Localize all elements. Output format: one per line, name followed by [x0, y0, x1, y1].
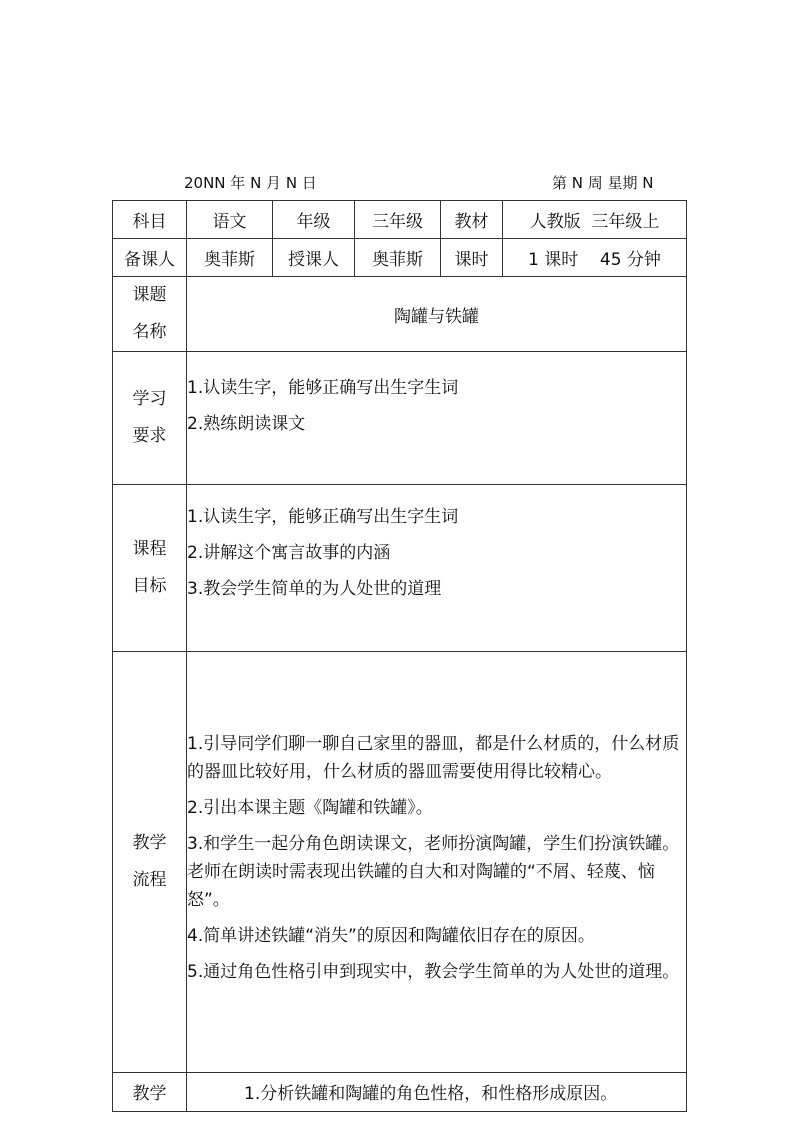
lesson-name-label-line-1: 课题: [132, 285, 167, 305]
teacher-label: 授课人: [273, 239, 355, 277]
goals-label-line-2: 目标: [132, 576, 167, 596]
lesson-name-label-line-2: 名称: [132, 322, 167, 342]
hours-label: 课时: [441, 239, 503, 277]
analysis-label: [113, 1073, 187, 1112]
analysis-content: [187, 1073, 687, 1112]
lesson-date: 20NN 年 N 月 N 日: [184, 174, 317, 192]
analysis-label-line-1: 教学: [132, 1084, 167, 1104]
teacher-value: 奥菲斯: [355, 239, 441, 277]
info-row-1: [113, 201, 687, 239]
flow-label-line-1: 教学: [132, 833, 167, 853]
lesson-plan-table: [112, 200, 687, 1112]
goal-item: 1.认读生字，能够正确写出生字生词: [187, 507, 459, 527]
flow-item: 2.引出本课主题《陶罐和铁罐》。: [187, 798, 433, 818]
preparer-label: 备课人: [113, 239, 187, 277]
flow-item: 1.引导同学们聊一聊自己家里的器皿，都是什么材质的，什么材质的器皿比较好用，什么材质的器皿需要使用得比较精心。: [187, 734, 680, 782]
info-row-2: [113, 239, 687, 277]
hours-value: 1 课时 45 分钟: [503, 239, 687, 277]
flow-label: [113, 652, 187, 1073]
requirements-row: [113, 352, 687, 485]
preparer-value: 奥菲斯: [187, 239, 273, 277]
goals-label-line-1: 课程: [132, 539, 167, 559]
flow-row: [113, 652, 687, 1073]
subject-label: 科目: [113, 201, 187, 239]
goals-row: [113, 485, 687, 652]
requirements-label: [113, 352, 187, 485]
requirement-item: 1.认读生字，能够正确写出生字生词: [187, 378, 459, 398]
goal-item: 2.讲解这个寓言故事的内涵: [187, 543, 391, 563]
goal-item: 3.教会学生简单的为人处世的道理: [187, 579, 442, 599]
flow-label-line-2: 流程: [132, 870, 167, 890]
flow-item: 5.通过角色性格引申到现实中，教会学生简单的为人处世的道理。: [187, 962, 680, 982]
goals-content: [187, 485, 687, 652]
requirement-item: 2.熟练朗读课文: [187, 414, 306, 434]
analysis-row: [113, 1073, 687, 1112]
requirements-label-line-1: 学习: [132, 389, 167, 409]
textbook-value: 人教版 三年级上: [503, 201, 687, 239]
lesson-name-row: [113, 277, 687, 352]
lesson-name-label: [113, 277, 187, 352]
grade-value: 三年级: [355, 201, 441, 239]
lesson-week: 第 N 周 星期 N: [552, 174, 654, 192]
requirements-content: [187, 352, 687, 485]
flow-item: 4.简单讲述铁罐“消失”的原因和陶罐依旧存在的原因。: [187, 926, 595, 946]
flow-item: 3.和学生一起分角色朗读课文，老师扮演陶罐，学生们扮演铁罐。老师在朗读时需表现出铁罐的自大和对陶罐的“不屑、轻蔑、恼怒”。: [187, 834, 680, 910]
lesson-name-value: 陶罐与铁罐: [187, 277, 687, 352]
goals-label: [113, 485, 187, 652]
requirements-label-line-2: 要求: [132, 426, 167, 446]
textbook-label: 教材: [441, 201, 503, 239]
flow-content: [187, 652, 687, 1073]
grade-label: 年级: [273, 201, 355, 239]
subject-value: 语文: [187, 201, 273, 239]
analysis-item: 1.分析铁罐和陶罐的角色性格，和性格形成原因。: [244, 1084, 618, 1104]
